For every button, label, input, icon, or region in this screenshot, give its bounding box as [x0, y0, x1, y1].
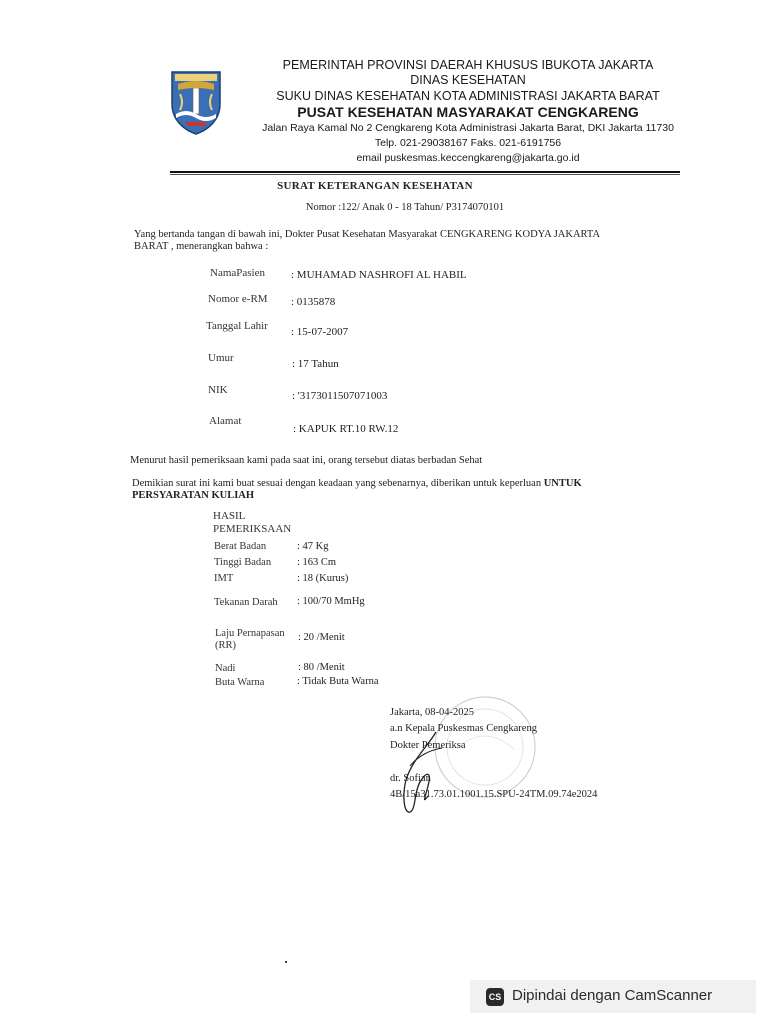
exam-value-blood-pressure: : 100/70 MmHg: [297, 596, 365, 607]
purpose-text: Demikian surat ini kami buat sesuai dengan keadaan yang sebenarnya, diberikan untuk keperluan: [132, 478, 544, 489]
patient-value-dob: : 15-07-2007: [291, 326, 349, 338]
camscanner-footer: [470, 980, 756, 1013]
signature-role: Dokter Pemeriksa: [390, 740, 466, 751]
purpose-bold: UNTUK: [543, 478, 582, 489]
patient-value-nik: : '3173011507071003: [292, 390, 388, 402]
document-number: Nomor :122/ Anak 0 - 18 Tahun/ P3174070101: [305, 202, 505, 213]
jakarta-coat-of-arms-logo: [166, 68, 226, 136]
signature-registration: 4B/15a31.73.01.1001.15.SPU-24TM.09.74e2024: [390, 789, 598, 800]
exam-label-color-blind: Buta Warna: [215, 677, 265, 688]
document-title: SURAT KETERANGAN KESEHATAN: [277, 180, 473, 192]
exam-heading: HASIL: [213, 510, 246, 522]
header-agency: DINAS KESEHATAN: [410, 73, 526, 87]
header-phone: Telp. 021-29038167 Faks. 021-6191756: [374, 137, 562, 149]
exam-value-color-blind: : Tidak Buta Warna: [297, 676, 379, 687]
camscanner-badge-text: CS: [488, 992, 502, 1002]
patient-label-erm: Nomor e-RM: [208, 293, 268, 305]
exam-heading-2: PEMERIKSAAN: [213, 523, 292, 535]
patient-label-name: NamaPasien: [210, 267, 265, 279]
patient-value-erm: : 0135878: [291, 296, 336, 308]
header-sub-agency: SUKU DINAS KESEHATAN KOTA ADMINISTRASI JAKARTA BARAT: [276, 89, 660, 103]
signature-name: dr. Sofian: [390, 773, 431, 784]
header-puskesmas: PUSAT KESEHATAN MASYARAKAT CENGKARENG: [297, 104, 639, 120]
exam-value-respiration: : 20 /Menit: [298, 632, 345, 643]
exam-value-height: : 163 Cm: [297, 557, 337, 568]
patient-value-address: : KAPUK RT.10 RW.12: [293, 423, 399, 435]
purpose-line-2: PERSYARATAN KULIAH: [132, 490, 255, 501]
intro-text-2: BARAT , menerangkan bahwa :: [134, 241, 269, 252]
patient-value-age: : 17 Tahun: [292, 358, 339, 370]
patient-label-age: Umur: [208, 352, 234, 364]
header-divider: [170, 171, 680, 173]
header-email: email puskesmas.keccengkareng@jakarta.go.id: [356, 152, 580, 164]
signature-on-behalf: a.n Kepala Puskesmas Cengkareng: [390, 723, 537, 734]
patient-label-dob: Tanggal Lahir: [206, 320, 268, 332]
header-address: Jalan Raya Kamal No 2 Cengkareng Kota Administrasi Jakarta Barat, DKI Jakarta 11730: [262, 122, 674, 134]
exam-value-weight: : 47 Kg: [297, 541, 329, 552]
purpose-statement: [132, 478, 582, 489]
patient-label-nik: NIK: [208, 384, 228, 396]
camscanner-text: Dipindai dengan CamScanner: [512, 987, 713, 1004]
exam-label-pulse: Nadi: [215, 663, 236, 674]
exam-label-respiration-2: (RR): [215, 640, 236, 651]
signature-place-date: Jakarta, 08-04-2025: [390, 707, 474, 718]
camscanner-logo-icon: [486, 988, 504, 1006]
exam-label-blood-pressure: Tekanan Darah: [214, 597, 278, 608]
exam-label-respiration: Laju Pernapasan: [215, 628, 285, 639]
exam-value-pulse: : 80 /Menit: [298, 662, 345, 673]
health-statement: Menurut hasil pemeriksaan kami pada saat ini, orang tersebut diatas berbadan Sehat: [130, 455, 483, 466]
exam-label-bmi: IMT: [214, 573, 234, 584]
header-province: PEMERINTAH PROVINSI DAERAH KHUSUS IBUKOTA JAKARTA: [282, 58, 654, 72]
header-divider-thin: [170, 174, 680, 175]
exam-label-weight: Berat Badan: [214, 541, 267, 552]
scan-speck: [285, 961, 287, 963]
patient-value-name: : MUHAMAD NASHROFI AL HABIL: [291, 269, 467, 281]
exam-label-height: Tinggi Badan: [214, 557, 272, 568]
exam-value-bmi: : 18 (Kurus): [297, 573, 349, 584]
intro-text: Yang bertanda tangan di bawah ini, Dokter Pusat Kesehatan Masyarakat CENGKARENG KODYA JAKARTA: [134, 229, 601, 240]
patient-label-address: Alamat: [209, 415, 242, 427]
